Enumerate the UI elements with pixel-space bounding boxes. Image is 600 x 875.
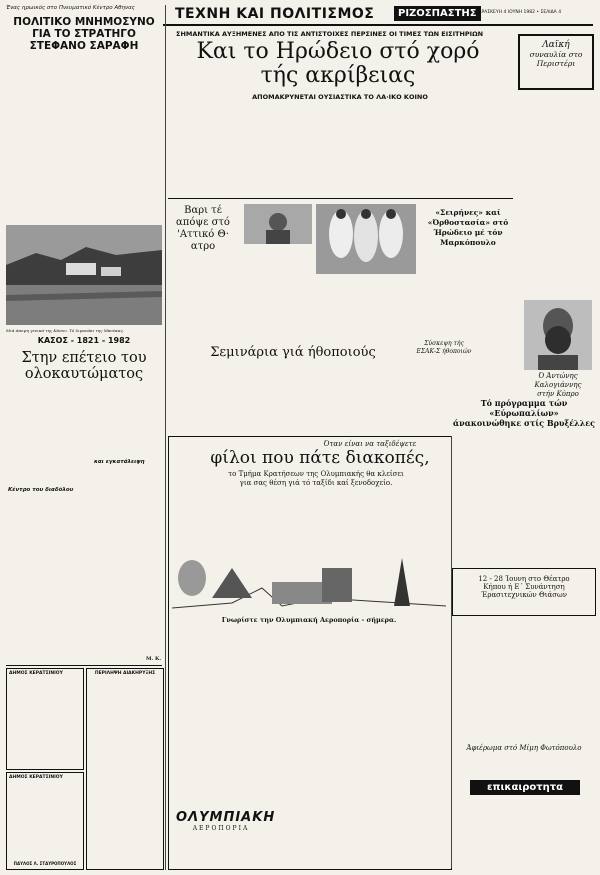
esak-title — [416, 340, 472, 356]
concert-body — [520, 92, 592, 300]
vari-body-2 — [242, 246, 312, 336]
seminars-body-3 — [296, 366, 356, 432]
main-headline-line-1: Και το Ηρώδειο στό χορό — [196, 39, 480, 64]
notice-1-body — [9, 680, 79, 765]
vari-photo — [244, 204, 312, 244]
kasos-title — [6, 350, 162, 382]
sirens-photo — [316, 204, 416, 274]
concert-box — [518, 34, 594, 90]
epikairotita-body-1 — [454, 798, 522, 868]
theater-body-2 — [526, 618, 594, 740]
mimis-title: Άφιέρωμα στό Μίμη Φωτόπουλο — [466, 744, 582, 752]
notice-footer-name: ΠΑΥΛΟΣ Λ. ΣΤΑΥΡΟΠΟΥΛΟΣ — [13, 861, 77, 866]
concert-box-line-1: Λαϊκή — [542, 40, 570, 50]
epikairotita-banner: επικαιροτητα — [470, 780, 580, 795]
main-kicker: ΣΗΜΑΝΤΙΚΑ ΑΥΞΗΜΕΝΕΣ ΑΠΟ ΤΙΣ ΑΝΤΙΣΤΟΙΧΕΣ ΠΕΡΣΙΝΕΣ ΟΙ ΤΙΜΕΣ ΤΩΝ ΕΙΣΙΤΗΡΙΩΝ — [176, 30, 484, 38]
kasos-title-line-1: Στην επέτειο του — [21, 350, 147, 366]
ad-sub-line-1: το Τμήμα Κρατήσεων της Ολυμπιακής θα κλείσει — [228, 470, 404, 478]
ad-office-list-2 — [262, 626, 350, 856]
esak-title-line-1: Σύσκεψη τής — [424, 340, 464, 347]
sirens-body-1 — [316, 278, 364, 338]
kalogiannis-photo — [524, 300, 592, 370]
theater-box — [452, 568, 596, 616]
kasos-body-1 — [6, 390, 82, 485]
vari-title-line-2: απόψε στό — [176, 217, 230, 228]
main-headline — [168, 40, 508, 88]
main-body-1 — [168, 104, 238, 194]
ad-teaser: Όταν είναι να ταξιδέψετε — [323, 440, 417, 448]
main-body-3 — [316, 104, 386, 194]
main-body-2 — [242, 104, 312, 194]
kasos-title-line-2: ολοκαυτώματος — [24, 366, 144, 382]
epikairotita-body-2 — [526, 798, 594, 868]
left-divider — [165, 5, 166, 870]
seminars-title: Σεμινάρια γιά ήθοποιούς — [210, 345, 376, 360]
left-headline-line-3: ΣΤΕΦΑΝΟ ΣΑΡΑΦΗ — [29, 40, 139, 52]
ad-headline: φίλοι που πάτε διακοπές, — [210, 448, 430, 468]
main-headline-line-2: τής ακρίβειας — [260, 63, 416, 88]
theater-body-1 — [454, 618, 522, 740]
ad-body — [210, 492, 440, 542]
main-subhead: ΑΠΟΜΑΚΡΥΝΕΤΑΙ ΟΥΣΙΑΣΤΙΚΑ ΤΟ ΛΑ·ΙΚΟ ΚΟΙΝΟ — [252, 93, 428, 101]
left-article-body-2 — [86, 58, 162, 220]
left-article-body — [6, 58, 82, 220]
ad-sub-line-2: για σας θέση γιά τό ταξίδι καί ξενοδοχείο. — [239, 479, 393, 487]
sirens-title-line-1: «Σειρήνες» καί «Όρθοστασία» στό — [427, 208, 509, 227]
kalogiannis-caption-line-3: στήν Κύπρο — [537, 390, 579, 398]
header-rule — [163, 24, 593, 26]
mimis-body — [454, 754, 594, 776]
kasos-signature: Μ. Κ. — [146, 656, 162, 662]
ad-travel-illustration — [172, 548, 446, 614]
euro-title-line-1: Τό πρόγραμμα τών «Εύρωπαλίων» — [480, 398, 568, 418]
notice-1-title: ΔΗΜΟΣ ΚΕΡΑΤΣΙΝΙΟΥ — [9, 671, 63, 676]
notice-box-3 — [6, 772, 84, 870]
main-body-4 — [390, 104, 460, 194]
notice-2-title: ΠΕΡΙΛΗΨΗ ΔΙΑΚΗΡΥΞΗΣ — [94, 671, 156, 676]
date-line: ΠΑΡΑΣΚΕΥΗ 4 ΙΟΥΝΗ 1982 • ΣΕΛΙΔΑ 4 — [475, 10, 562, 15]
concert-box-line-3: Περιστέρι — [536, 59, 576, 68]
concert-box-line-2: συναυλία στο — [529, 50, 583, 59]
sirens-body-2 — [368, 278, 416, 338]
seminars-body-1 — [168, 366, 228, 432]
seminars-body-2 — [232, 366, 292, 432]
left-headline — [6, 16, 162, 52]
kasos-body-2 — [6, 496, 82, 661]
left-kicker: Ένας ηρωικός στο Πνευματικό Κέντρο Αθηνας — [6, 5, 135, 11]
theater-box-line-3: Έρασιτεχνικών Θιάσων — [481, 591, 567, 599]
kalogiannis-caption-line-2: Καλογιάννης — [534, 381, 582, 389]
left-headline-line-1: ΠΟΛΙΤΙΚΟ ΜΝΗΜΟΣΥΝΟ — [13, 16, 155, 28]
esak-title-line-2: ΕΣΑΚ-Σ ήθοποιών — [416, 348, 472, 355]
vari-body-1 — [168, 246, 238, 336]
notice-3-body — [9, 784, 79, 859]
ad-subheadline — [186, 470, 446, 488]
ad-office-list-3 — [352, 626, 446, 856]
ad-logo — [176, 810, 276, 832]
kasos-harbour-photo — [6, 225, 162, 325]
kalogiannis-caption-line-1: Ό Άντώνης — [538, 372, 578, 380]
kasos-header: ΚΑΣΟΣ - 1821 - 1982 — [37, 336, 131, 345]
left-headline-line-2: ΓΙΑ ΤΟ ΣΤΡΑΤΗΓΟ — [32, 28, 136, 40]
kasos-body-4 — [86, 468, 162, 653]
notice-box-1 — [6, 668, 84, 770]
notice-3-title: ΔΗΜΟΣ ΚΕΡΑΤΣΙΝΙΟΥ — [9, 775, 63, 780]
photo-caption: Μιά άποψη γενικά της Κάσου. Τό λιμανάκι της Μπούκας. — [6, 328, 125, 333]
section-title: ΤΕΧΝΗ ΚΑΙ ΠΟΛΙΤΙΣΜΟΣ — [175, 6, 375, 22]
right-divider — [451, 436, 452, 868]
newspaper-masthead: ΡΙΖΟΣΠΑΣΤΗΣ — [394, 6, 481, 21]
seminars-body-4 — [360, 366, 416, 432]
ad-logo-main: ΟΛΥΜΠΙΑΚΗ — [176, 810, 276, 825]
ad-office-list-1 — [172, 626, 260, 796]
vari-title-line-1: Βαρι τέ — [184, 205, 222, 216]
kasos-subhead-2: και εγκατάλειψη — [94, 459, 145, 465]
notice-2-body — [89, 680, 159, 865]
sirens-title-line-2: Ήρώδειο μέ τόν Μαρκόπουλο — [433, 228, 503, 247]
main-rule — [168, 198, 513, 199]
theater-box-line-2: Κήπου ή Ε΄ Συνάντηση — [483, 583, 565, 591]
main-body-5 — [464, 104, 516, 194]
ad-offices-title: Γνωρίστε την Ολυμπιακή Αεροπορία - σήμερα. — [221, 616, 397, 624]
theater-box-line-1: 12 - 28 Ίουνη στο Θέατρο — [478, 575, 570, 583]
notice-box-2 — [86, 668, 164, 870]
right-body-top-1 — [454, 446, 522, 566]
kalogiannis-caption — [522, 372, 594, 399]
euro-title — [452, 398, 596, 428]
vari-title-line-3: 'Αττικό Θ· ατρο — [177, 229, 229, 252]
kasos-body-3 — [86, 390, 162, 455]
ad-logo-sub: ΑΕΡΟΠΟΡΙΑ — [192, 825, 250, 832]
notices-rule — [6, 665, 162, 666]
euro-title-line-2: άνακοινώθηκε στίς Βρυξέλλες — [452, 418, 596, 428]
kasos-subhead-1: Κέντρο του διαδόλου — [8, 487, 74, 493]
